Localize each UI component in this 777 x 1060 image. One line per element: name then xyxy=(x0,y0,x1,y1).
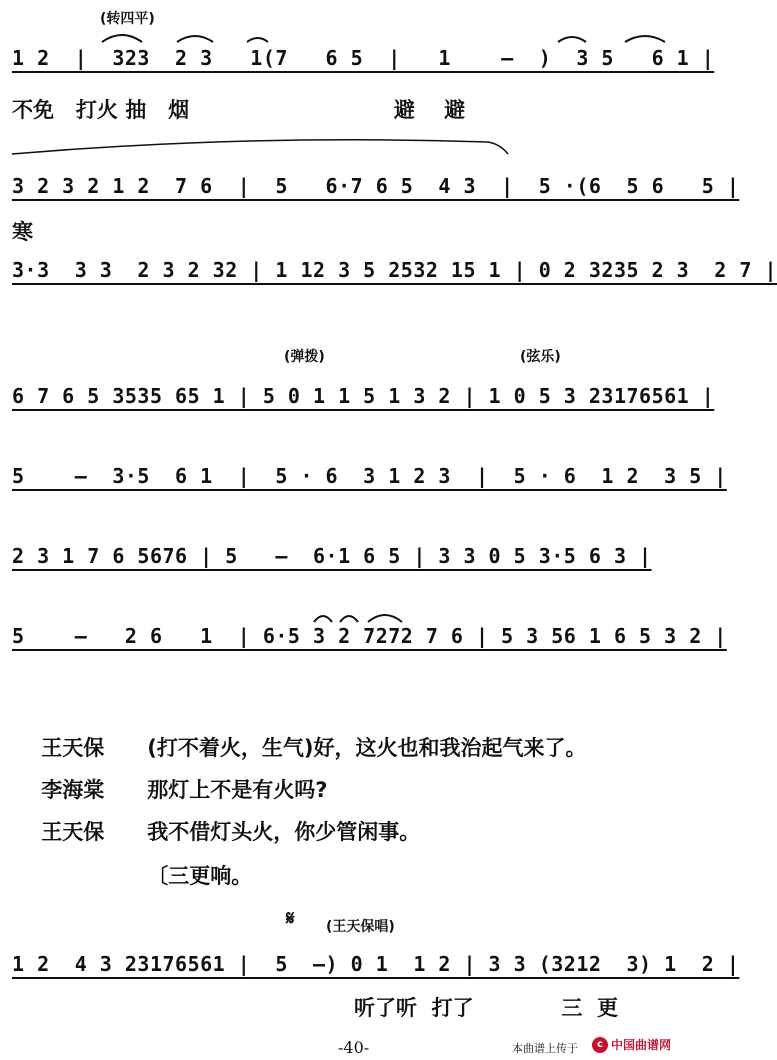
logo-icon: c xyxy=(592,1037,608,1053)
dialogue-text: 那灯上不是有火吗? xyxy=(147,778,328,802)
site-logo xyxy=(592,1036,671,1053)
speaker-name: 王天保 xyxy=(41,736,105,760)
notation-line: 6 7 6 5 3535 65 1 | 5 0 1 1 5 1 3 2 | 1 0 5 3 23176561 | xyxy=(12,384,715,408)
segno-icon: 𝄋 xyxy=(286,906,295,930)
notation-line: 5 — 2 6 1 | 6·5 3 2 7272 7 6 | 5 3 56 1 6 5 3 2 | xyxy=(12,624,727,648)
notation-line: 2 3 1 7 6 5676 | 5 — 6·1 6 5 | 3 3 0 5 3·5 6 3 | xyxy=(12,544,652,568)
stage-direction xyxy=(12,836,252,914)
notation-line: 1 2 4 3 23176561 | 5 —) 0 1 1 2 | 3 3 (3212 3) 1 2 | xyxy=(12,952,740,976)
lyric-line: 寒 xyxy=(12,220,33,244)
phrase-slur xyxy=(0,134,700,164)
notation-line: 1 2 | 323 2 3 1(7 6 5 | 1 — ) 3 5 6 1 | xyxy=(12,46,715,70)
page-number: -40- xyxy=(338,1038,370,1057)
speaker-name: 李海棠 xyxy=(41,778,105,802)
notation-line: 5 — 3·5 6 1 | 5 · 6 3 1 2 3 | 5 · 6 1 2 3 5 | xyxy=(12,464,727,488)
lyric-line: 听了听 打了 三 更 xyxy=(354,996,618,1020)
notation-line: 3 2 3 2 1 2 7 6 | 5 6·7 6 5 4 3 | 5 ·(6 5 6 5 | xyxy=(12,174,740,198)
notation-line: 3·3 3 3 2 3 2 32 | 1 12 3 5 2532 15 1 | 0 2 3235 2 3 2 7 | xyxy=(12,258,777,282)
tempo-annotation: (转四平) xyxy=(100,11,155,27)
singer-annotation: (王天保唱) xyxy=(326,919,395,935)
dialogue-text: (打不着火，生气)好，这火也和我治起气来了。 xyxy=(147,736,587,760)
instrument-annotation: (弹拨) xyxy=(284,349,325,365)
instrument-annotation: (弦乐) xyxy=(520,349,561,365)
dialogue-text: 我不借灯头火，你少管闲事。 xyxy=(147,820,421,844)
lyric-line: 不免 打火 抽 烟 避 避 xyxy=(12,98,466,122)
dialogue-text: 〔三更响。 xyxy=(147,864,253,888)
upload-credit: 本曲谱上传于 xyxy=(512,1042,578,1055)
site-name: 中国曲谱网 xyxy=(611,1038,672,1052)
speaker-name: 王天保 xyxy=(41,820,105,844)
